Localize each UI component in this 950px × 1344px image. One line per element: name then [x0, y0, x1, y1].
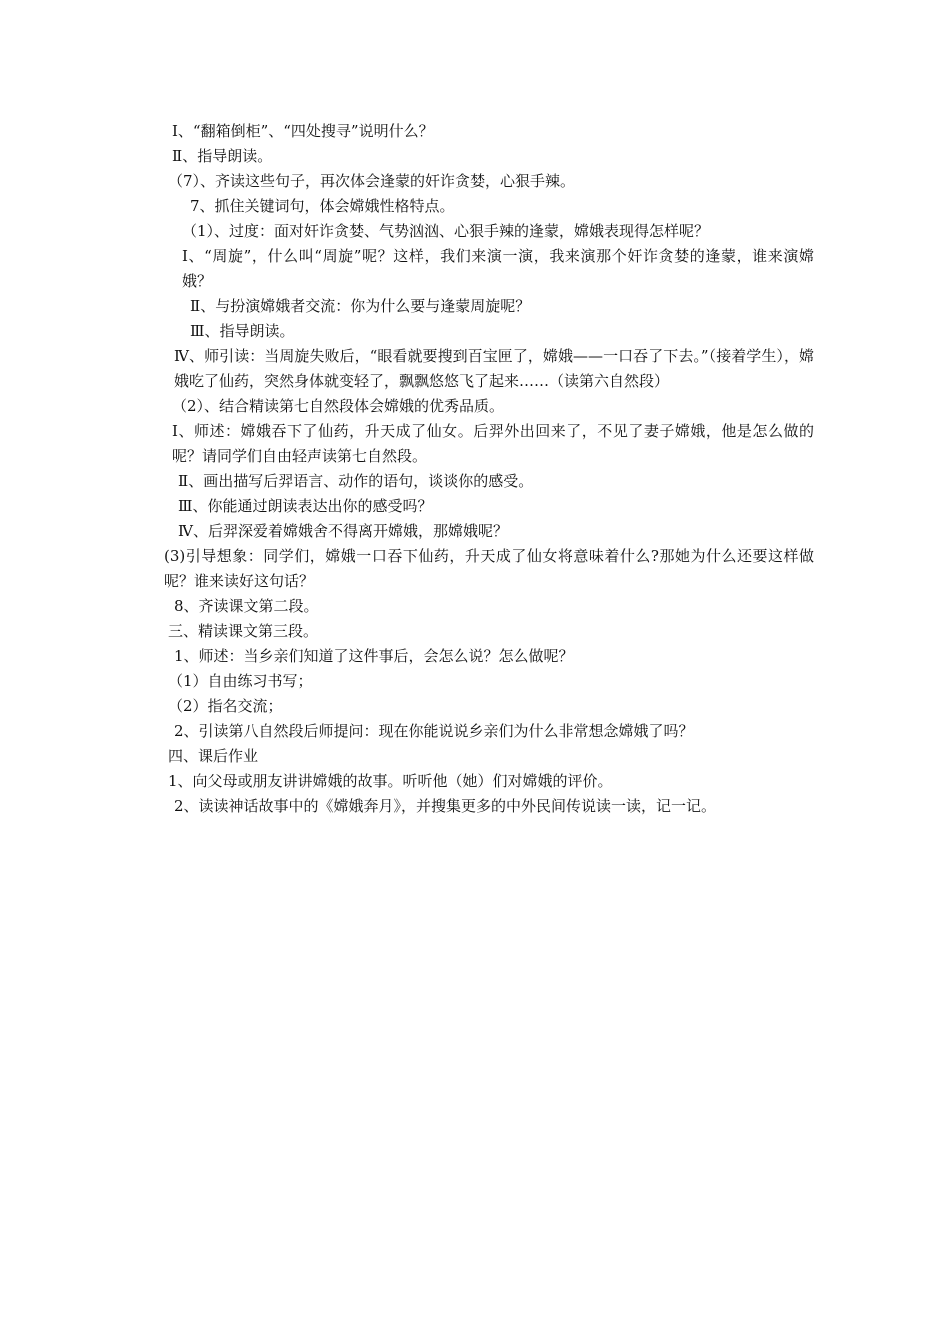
paragraph-15: (3)引导想象：同学们，嫦娥一口吞下仙药，升天成了仙女将意味着什么?那她为什么还要这样做呢？谁来读好这句话？ [164, 547, 814, 590]
paragraph-17: 三、精读课文第三段。 [168, 622, 319, 640]
paragraph-7: Ⅱ、与扮演嫦娥者交流：你为什么要与逢蒙周旋呢？ [190, 297, 531, 315]
paragraph-19: （1）自由练习书写； [168, 672, 313, 690]
paragraph-6: Ⅰ、“周旋”，什么叫“周旋”呢？这样，我们来演一演，我来演那个奸诈贪婪的逢蒙，谁来演嫦娥？ [182, 247, 814, 290]
paragraph-22: 四、课后作业 [168, 747, 259, 765]
paragraph-21: 2、引读第八自然段后师提问：现在你能说说乡亲们为什么非常想念嫦娥了吗？ [174, 722, 694, 740]
paragraph-3: （7）、齐读这些句子，再次体会逢蒙的奸诈贪婪，心狠手辣。 [168, 172, 576, 190]
paragraph-9: Ⅳ、师引读：当周旋失败后，“眼看就要搜到百宝匣了，嫦娥——一口吞了下去。”（接着学生），嫦娥吃了仙药，突然身体就变轻了，飘飘悠悠飞了起来……（读第六自然段） [174, 347, 814, 390]
paragraph-2: Ⅱ、指导朗读。 [172, 147, 273, 165]
paragraph-10: （2）、结合精读第七自然段体会嫦娥的优秀品质。 [172, 397, 505, 415]
paragraph-11: Ⅰ、师述：嫦娥吞下了仙药，升天成了仙女。后羿外出回来了，不见了妻子嫦娥，他是怎么做的呢？请同学们自由轻声读第七自然段。 [172, 422, 814, 465]
paragraph-16: 8、齐读课文第二段。 [174, 597, 319, 615]
paragraph-23: 1、向父母或朋友讲讲嫦娥的故事。听听他（她）们对嫦娥的评价。 [168, 772, 613, 790]
paragraph-24: 2、读读神话故事中的《嫦娥奔月》，并搜集更多的中外民间传说读一读，记一记。 [174, 797, 717, 815]
paragraph-13: Ⅲ、你能通过朗读表达出你的感受吗？ [178, 497, 433, 515]
paragraph-8: Ⅲ、指导朗读。 [190, 322, 295, 340]
paragraph-12: Ⅱ、画出描写后羿语言、动作的语句，谈谈你的感受。 [178, 472, 534, 490]
paragraph-20: （2）指名交流； [168, 697, 283, 715]
paragraph-5: （1）、过度：面对奸诈贪婪、气势汹汹、心狠手辣的逢蒙，嫦娥表现得怎样呢？ [182, 222, 710, 240]
paragraph-1: Ⅰ、“翻箱倒柜”、“四处搜寻”说明什么？ [172, 122, 434, 140]
document-body [144, 119, 814, 819]
paragraph-4: 7、抓住关键词句，体会嫦娥性格特点。 [190, 197, 455, 215]
paragraph-14: Ⅳ、后羿深爱着嫦娥舍不得离开嫦娥，那嫦娥呢？ [178, 522, 508, 540]
paragraph-18: 1、师述：当乡亲们知道了这件事后，会怎么说？怎么做呢？ [174, 647, 574, 665]
